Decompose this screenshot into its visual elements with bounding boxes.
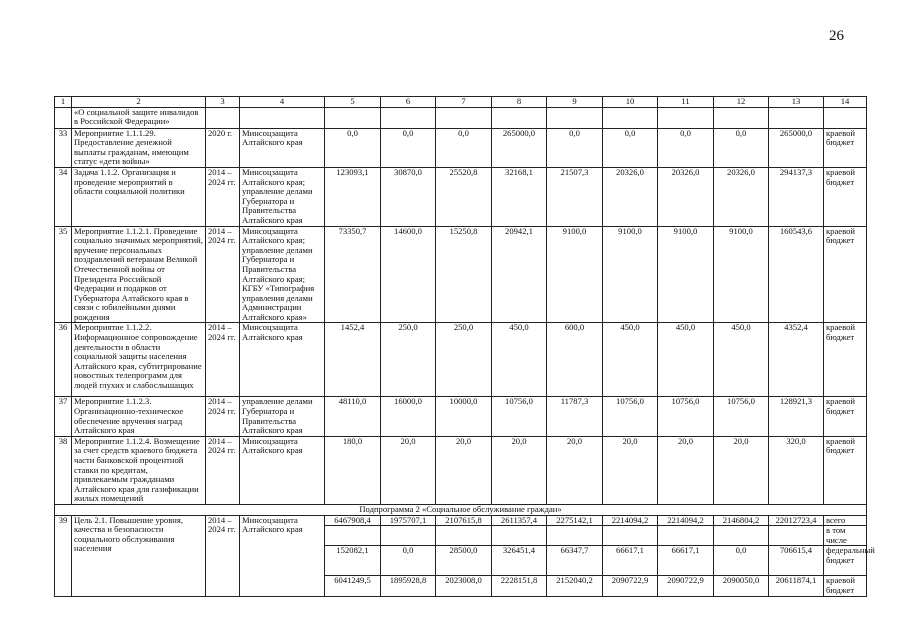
row-name: Мероприятие 1.1.2.4. Возмещение за счет средств краевого бюджета части банковской процентной ставки по кредитам, привлекаемым гражданами Алтайского края для газификации жилых помещений: [72, 436, 206, 504]
row-value: 250,0: [436, 323, 492, 397]
empty-cell: [381, 526, 436, 546]
row-name: Цель 2.1. Повышение уровня, качества и безопасности социального обслуживания населения: [72, 515, 206, 596]
row-value: 11787,3: [547, 397, 603, 436]
row-source: краевой бюджет: [824, 128, 867, 167]
row-value: 2090050,0: [714, 576, 769, 596]
row-value: 9100,0: [658, 226, 714, 323]
num-cell: [55, 107, 72, 128]
row-value: 123093,1: [325, 167, 381, 226]
table-row: [55, 515, 867, 526]
row-value: 10756,0: [714, 397, 769, 436]
table-row: [55, 226, 867, 323]
row-value: 265000,0: [492, 128, 547, 167]
row-period: 2014 – 2024 гг.: [206, 515, 240, 596]
row-source: краевой бюджет: [824, 226, 867, 323]
row-value: 20,0: [492, 436, 547, 504]
empty-cell: [714, 107, 769, 128]
empty-cell: [325, 526, 381, 546]
row-value: 9100,0: [547, 226, 603, 323]
row-value: 0,0: [658, 128, 714, 167]
header-cell: 10: [603, 97, 658, 108]
row-number: 35: [55, 226, 72, 323]
subprogram-title: Подпрограмма 2 «Социальное обслуживание граждан»: [55, 505, 867, 516]
row-value: 450,0: [492, 323, 547, 397]
row-value: 2214094,2: [603, 515, 658, 526]
row-value: 20611874,1: [769, 576, 824, 596]
name-cell: «О социальной защите инвалидов в Российской Федерации»: [72, 107, 206, 128]
row-value: 16000,0: [381, 397, 436, 436]
row-value: 0,0: [714, 128, 769, 167]
row-value: 4352,4: [769, 323, 824, 397]
row-value: 20,0: [547, 436, 603, 504]
row-value: 706615,4: [769, 546, 824, 576]
empty-cell: [436, 526, 492, 546]
row-number: 33: [55, 128, 72, 167]
row-value: 20,0: [714, 436, 769, 504]
table-row: [55, 397, 867, 436]
row-value: 28500,0: [436, 546, 492, 576]
row-value: 22012723,4: [769, 515, 824, 526]
row-number: 37: [55, 397, 72, 436]
empty-cell: [206, 107, 240, 128]
header-cell: 5: [325, 97, 381, 108]
row-value: 25520,8: [436, 167, 492, 226]
row-source: федеральный бюджет: [824, 546, 867, 576]
row-period: 2014 – 2024 гг.: [206, 436, 240, 504]
row-source: в том числе: [824, 526, 867, 546]
row-value: 0,0: [325, 128, 381, 167]
row-number: 36: [55, 323, 72, 397]
row-value: 20,0: [381, 436, 436, 504]
header-cell: 12: [714, 97, 769, 108]
header-cell: 1: [55, 97, 72, 108]
row-value: 2146804,2: [714, 515, 769, 526]
row-period: 2014 – 2024 гг.: [206, 167, 240, 226]
row-name: Мероприятие 1.1.1.29. Предоставление денежной выплаты гражданам, имеющим статус «дети войны»: [72, 128, 206, 167]
row-value: 0,0: [381, 546, 436, 576]
row-period: 2014 – 2024 гг.: [206, 323, 240, 397]
row-value: 66617,1: [603, 546, 658, 576]
row-value: 6467908,4: [325, 515, 381, 526]
row-value: 450,0: [714, 323, 769, 397]
empty-cell: [769, 107, 824, 128]
row-value: 2611357,4: [492, 515, 547, 526]
empty-cell: [240, 107, 325, 128]
empty-cell: [603, 526, 658, 546]
row-number: 34: [55, 167, 72, 226]
row-source: краевой бюджет: [824, 167, 867, 226]
row-value: 32168,1: [492, 167, 547, 226]
row-value: 2023008,0: [436, 576, 492, 596]
row-executor: Минсоцзащита Алтайского края: [240, 128, 325, 167]
row-value: 326451,4: [492, 546, 547, 576]
row-value: 48110,0: [325, 397, 381, 436]
empty-cell: [436, 107, 492, 128]
row-value: 20326,0: [658, 167, 714, 226]
header-cell: 9: [547, 97, 603, 108]
row-source: краевой бюджет: [824, 436, 867, 504]
row-value: 2152040,2: [547, 576, 603, 596]
table-row: [55, 167, 867, 226]
row-executor: Минсоцзащита Алтайского края: [240, 436, 325, 504]
row-value: 9100,0: [714, 226, 769, 323]
header-cell: 14: [824, 97, 867, 108]
header-cell: 3: [206, 97, 240, 108]
row-value: 2090722,9: [658, 576, 714, 596]
header-row: [55, 97, 867, 108]
row-value: 450,0: [658, 323, 714, 397]
row-value: 450,0: [603, 323, 658, 397]
row-value: 1975707,1: [381, 515, 436, 526]
empty-cell: [381, 107, 436, 128]
header-cell: 11: [658, 97, 714, 108]
table-row: [55, 436, 867, 504]
row-source: краевой бюджет: [824, 323, 867, 397]
header-cell: 13: [769, 97, 824, 108]
row-value: 15250,8: [436, 226, 492, 323]
subprogram-row: [55, 505, 867, 516]
row-value: 160543,6: [769, 226, 824, 323]
row-value: 66617,1: [658, 546, 714, 576]
empty-cell: [325, 107, 381, 128]
row-name: Мероприятие 1.1.2.3. Организационно-техническое обеспечение вручения наград Алтайского края: [72, 397, 206, 436]
row-value: 320,0: [769, 436, 824, 504]
budget-table: [54, 96, 875, 597]
row-value: 180,0: [325, 436, 381, 504]
row-number: 38: [55, 436, 72, 504]
header-cell: 2: [72, 97, 206, 108]
row-period: 2020 г.: [206, 128, 240, 167]
table-row: [55, 128, 867, 167]
row-executor: Минсоцзащита Алтайского края; управление делами Губернатора и Правительства Алтайского края: [240, 167, 325, 226]
header-cell: 6: [381, 97, 436, 108]
row-value: 0,0: [381, 128, 436, 167]
page-number: 26: [829, 28, 844, 44]
row-value: 0,0: [603, 128, 658, 167]
header-cell: 8: [492, 97, 547, 108]
row-value: 10756,0: [603, 397, 658, 436]
empty-cell: [658, 526, 714, 546]
row-value: 128921,3: [769, 397, 824, 436]
row-value: 0,0: [436, 128, 492, 167]
row-value: 600,0: [547, 323, 603, 397]
row-value: 294137,3: [769, 167, 824, 226]
row-value: 10756,0: [492, 397, 547, 436]
row-executor: управление делами Губернатора и Правительства Алтайского края: [240, 397, 325, 436]
row-value: 0,0: [547, 128, 603, 167]
row-executor: Минсоцзащита Алтайского края; управление делами Губернатора и Правительства Алтайского края; КГБУ «Типография управления делами Администрации Алтайского края»: [240, 226, 325, 323]
row-value: 21507,3: [547, 167, 603, 226]
empty-cell: [547, 526, 603, 546]
row-value: 30870,0: [381, 167, 436, 226]
row-period: 2014 – 2024 гг.: [206, 226, 240, 323]
row-value: 2090722,9: [603, 576, 658, 596]
empty-cell: [824, 107, 867, 128]
row-value: 20326,0: [603, 167, 658, 226]
row-value: 73350,7: [325, 226, 381, 323]
row-value: 66347,7: [547, 546, 603, 576]
row-name: Мероприятие 1.1.2.1. Проведение социально значимых мероприятий, вручение персональных поздравлений ветеранам Великой Отечественной войны от Президента Российской Федерации и подарков от Губернатора Алтайского края в связи с юбилейными днями рождения: [72, 226, 206, 323]
empty-cell: [658, 107, 714, 128]
row-value: 1452,4: [325, 323, 381, 397]
empty-cell: [492, 526, 547, 546]
row-name: Мероприятие 1.1.2.2. Информационное сопровождение деятельности в области социальной защиты населения Алтайского края, субтитрирование новостных телепрограмм для людей глухих и слабослышащих: [72, 323, 206, 397]
row-value: 9100,0: [603, 226, 658, 323]
row-period: 2014 – 2024 гг.: [206, 397, 240, 436]
empty-cell: [603, 107, 658, 128]
row-value: 20,0: [603, 436, 658, 504]
row-executor: Минсоцзащита Алтайского края: [240, 515, 325, 596]
continuation-row: [55, 107, 867, 128]
header-cell: 4: [240, 97, 325, 108]
row-value: 152082,1: [325, 546, 381, 576]
row-source: краевой бюджет: [824, 576, 867, 596]
row-value: 250,0: [381, 323, 436, 397]
row-value: 20,0: [658, 436, 714, 504]
row-value: 6041249,5: [325, 576, 381, 596]
row-value: 20326,0: [714, 167, 769, 226]
empty-cell: [769, 526, 824, 546]
row-value: 10756,0: [658, 397, 714, 436]
row-value: 2107615,8: [436, 515, 492, 526]
row-value: 2275142,1: [547, 515, 603, 526]
row-value: 265000,0: [769, 128, 824, 167]
row-value: 2228151,8: [492, 576, 547, 596]
row-value: 14600,0: [381, 226, 436, 323]
row-source: всего: [824, 515, 867, 526]
row-number: 39: [55, 515, 72, 596]
row-name: Задача 1.1.2. Организация и проведение мероприятий в области социальной политики: [72, 167, 206, 226]
row-value: 2214094,2: [658, 515, 714, 526]
header-cell: 7: [436, 97, 492, 108]
empty-cell: [492, 107, 547, 128]
row-value: 0,0: [714, 546, 769, 576]
row-executor: Минсоцзащита Алтайского края: [240, 323, 325, 397]
empty-cell: [547, 107, 603, 128]
row-value: 20,0: [436, 436, 492, 504]
row-source: краевой бюджет: [824, 397, 867, 436]
empty-cell: [714, 526, 769, 546]
row-value: 20942,1: [492, 226, 547, 323]
row-value: 10000,0: [436, 397, 492, 436]
table-row: [55, 323, 867, 397]
row-value: 1895928,8: [381, 576, 436, 596]
